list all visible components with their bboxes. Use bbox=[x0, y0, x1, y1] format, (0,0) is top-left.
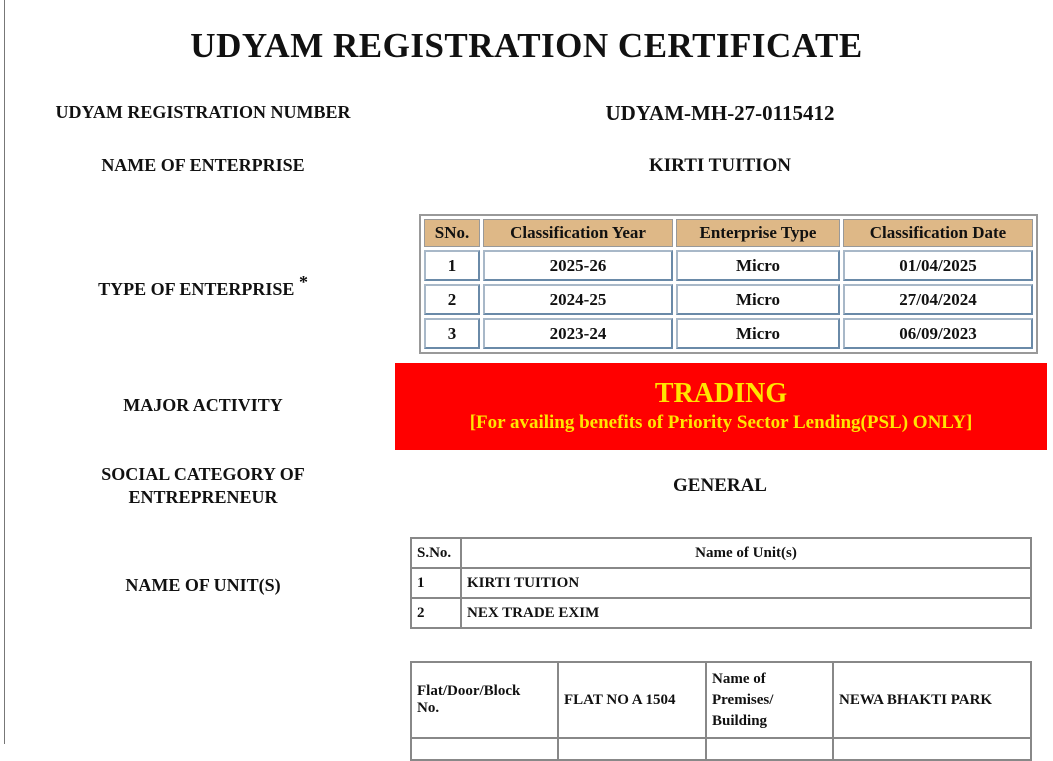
flat-value: FLAT NO A 1504 bbox=[558, 662, 706, 738]
social-category-label-line2: ENTREPRENEUR bbox=[128, 487, 278, 507]
units-header-row bbox=[411, 538, 1031, 568]
address-cell bbox=[411, 738, 558, 760]
units-table bbox=[410, 537, 1032, 629]
enterprise-name-value: KIRTI TUITION bbox=[648, 155, 792, 176]
col-sno: S.No. bbox=[411, 538, 461, 568]
cell-sno: 2 bbox=[411, 598, 461, 628]
registration-number-value: UDYAM-MH-27-0115412 bbox=[605, 101, 835, 125]
cell-unit-name: NEX TRADE EXIM bbox=[461, 598, 1031, 628]
enterprise-type-label-text: TYPE OF ENTERPRISE bbox=[98, 279, 295, 299]
certificate-title: UDYAM REGISTRATION CERTIFICATE bbox=[190, 26, 863, 65]
col-enterprise-type: Enterprise Type bbox=[676, 219, 840, 247]
cell-unit-name: KIRTI TUITION bbox=[461, 568, 1031, 598]
address-table bbox=[410, 661, 1032, 761]
address-cell bbox=[706, 738, 833, 760]
registration-number-label: UDYAM REGISTRATION NUMBER bbox=[55, 102, 351, 122]
cell-sno: 3 bbox=[424, 318, 480, 349]
table-row bbox=[424, 284, 1033, 315]
major-activity-banner bbox=[395, 363, 1047, 450]
enterprise-name-label: NAME OF ENTERPRISE bbox=[101, 155, 305, 175]
asterisk-mark: * bbox=[298, 272, 308, 292]
major-activity-label: MAJOR ACTIVITY bbox=[123, 395, 283, 415]
cell-year: 2025-26 bbox=[483, 250, 673, 281]
col-classification-date: Classification Date bbox=[843, 219, 1033, 247]
cell-year: 2024-25 bbox=[483, 284, 673, 315]
table-row bbox=[411, 568, 1031, 598]
cell-date: 27/04/2024 bbox=[843, 284, 1033, 315]
social-category-label bbox=[38, 463, 368, 509]
premises-label-line3: Building bbox=[712, 712, 768, 729]
col-unit-name: Name of Unit(s) bbox=[461, 538, 1031, 568]
address-row bbox=[411, 738, 1031, 760]
classification-table bbox=[419, 214, 1038, 354]
social-category-value: GENERAL bbox=[673, 475, 767, 496]
premises-label-line1: Name of bbox=[712, 670, 766, 687]
flat-label-line2: No. bbox=[417, 700, 440, 716]
table-row bbox=[424, 318, 1033, 349]
table-row bbox=[411, 598, 1031, 628]
cell-date: 01/04/2025 bbox=[843, 250, 1033, 281]
cell-year: 2023-24 bbox=[483, 318, 673, 349]
cell-type: Micro bbox=[676, 250, 840, 281]
address-cell bbox=[833, 738, 1031, 760]
flat-label-line1: Flat/Door/Block bbox=[417, 683, 521, 699]
major-activity-value: TRADING bbox=[654, 378, 788, 409]
col-classification-year: Classification Year bbox=[483, 219, 673, 247]
cell-sno: 1 bbox=[424, 250, 480, 281]
social-category-label-line1: SOCIAL CATEGORY OF bbox=[101, 464, 305, 484]
classification-header-row bbox=[424, 219, 1033, 247]
cell-sno: 1 bbox=[411, 568, 461, 598]
units-label: NAME OF UNIT(S) bbox=[125, 575, 281, 595]
cell-date: 06/09/2023 bbox=[843, 318, 1033, 349]
premises-label-line2: Premises/ bbox=[712, 691, 774, 708]
flat-label bbox=[411, 662, 558, 738]
address-row bbox=[411, 662, 1031, 738]
enterprise-type-label bbox=[38, 272, 368, 300]
address-cell bbox=[558, 738, 706, 760]
major-activity-note: [For availing benefits of Priority Sector Lending(PSL) ONLY] bbox=[469, 412, 973, 433]
premises-value: NEWA BHAKTI PARK bbox=[833, 662, 1031, 738]
cell-sno: 2 bbox=[424, 284, 480, 315]
cell-type: Micro bbox=[676, 318, 840, 349]
premises-label bbox=[706, 662, 833, 738]
cell-type: Micro bbox=[676, 284, 840, 315]
col-sno: SNo. bbox=[424, 219, 480, 247]
table-row bbox=[424, 250, 1033, 281]
